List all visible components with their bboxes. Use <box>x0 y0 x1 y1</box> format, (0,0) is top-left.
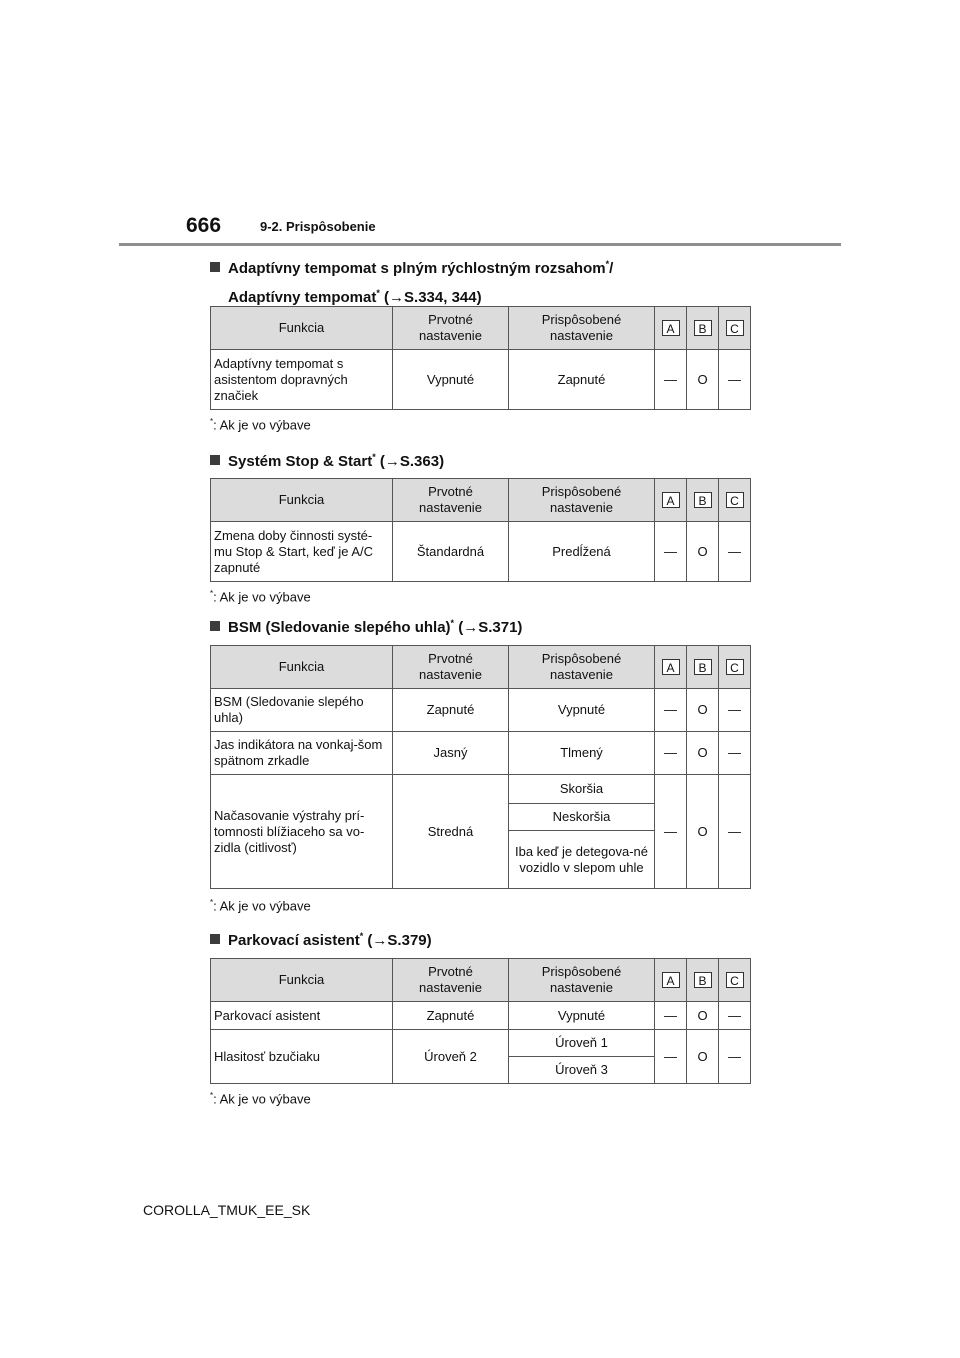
method-a-icon: A <box>662 320 680 336</box>
method-b-icon: B <box>694 659 712 675</box>
col-custom-line2: nastavenie <box>550 980 613 995</box>
col-default-line1: Prvotné <box>428 312 473 327</box>
col-custom <box>509 959 655 1002</box>
table-row <box>211 1030 751 1057</box>
col-default-line2: nastavenie <box>419 328 482 343</box>
cell-function: Zmena doby činnosti systé-mu Stop & Start, keď je A/C zapnuté <box>211 522 393 582</box>
cell-c: — <box>719 1002 751 1030</box>
col-custom-line2: nastavenie <box>550 328 613 343</box>
cell-function: Parkovací asistent <box>211 1002 393 1030</box>
method-a-icon: A <box>662 659 680 675</box>
cell-function: Načasovanie výstrahy prí-tomnosti blížiaceho sa vo-zidla (citlivosť) <box>211 775 393 889</box>
page-reference: (→S.363) <box>375 453 445 470</box>
col-custom <box>509 646 655 689</box>
cell-b: O <box>687 1030 719 1084</box>
cell-a: — <box>655 1002 687 1030</box>
cell-custom: Tlmený <box>509 732 655 775</box>
heading-slash: / <box>609 260 614 277</box>
col-a <box>655 307 687 350</box>
footnote-mark: * <box>376 288 380 298</box>
settings-table-bsm <box>210 645 751 889</box>
footnote-mark: * <box>210 589 214 598</box>
method-c-icon: C <box>726 492 744 508</box>
col-default-line1: Prvotné <box>428 651 473 666</box>
bullet-square-icon <box>210 621 220 631</box>
footnote-mark: * <box>450 618 455 628</box>
section-heading-parking <box>210 924 432 953</box>
footnote-mark: * <box>372 452 376 462</box>
cell-function: BSM (Sledovanie slepého uhla) <box>211 689 393 732</box>
col-a <box>655 479 687 522</box>
col-function: Funkcia <box>211 646 393 689</box>
heading-text: Parkovací asistent <box>228 932 360 949</box>
cell-c: — <box>719 350 751 410</box>
settings-table-acc <box>210 306 751 410</box>
cell-a: — <box>655 522 687 582</box>
footnote-mark: * <box>605 259 610 269</box>
cell-default: Úroveň 2 <box>393 1030 509 1084</box>
col-c <box>719 646 751 689</box>
table-row <box>211 732 751 775</box>
footnote-text: : Ak je vo výbave <box>213 1091 311 1107</box>
col-a <box>655 646 687 689</box>
table-row <box>211 522 751 582</box>
col-b <box>687 959 719 1002</box>
cell-function: Adaptívny tempomat s asistentom dopravných značiek <box>211 350 393 410</box>
cell-b: O <box>687 732 719 775</box>
cell-custom-option: Neskoršia <box>509 804 655 831</box>
col-default <box>393 307 509 350</box>
col-default <box>393 479 509 522</box>
bullet-square-icon <box>210 934 220 944</box>
cell-b: O <box>687 1002 719 1030</box>
page-reference: (→S.371) <box>454 619 523 636</box>
settings-table-parking <box>210 958 751 1084</box>
col-default-line1: Prvotné <box>428 484 473 499</box>
cell-a: — <box>655 732 687 775</box>
bullet-square-icon <box>210 455 220 465</box>
col-default-line2: nastavenie <box>419 980 482 995</box>
col-function: Funkcia <box>211 959 393 1002</box>
table-row <box>211 1002 751 1030</box>
col-default-line2: nastavenie <box>419 667 482 682</box>
footnote-mark: * <box>210 898 214 907</box>
col-function: Funkcia <box>211 479 393 522</box>
cell-b: O <box>687 350 719 410</box>
footnote-text: : Ak je vo výbave <box>213 589 311 605</box>
bullet-square-icon <box>210 262 220 272</box>
section-path: 9-2. Prispôsobenie <box>260 219 376 234</box>
cell-default: Stredná <box>393 775 509 889</box>
method-b-icon: B <box>694 320 712 336</box>
method-c-icon: C <box>726 320 744 336</box>
col-custom-line1: Prispôsobené <box>541 651 622 666</box>
method-b-icon: B <box>694 492 712 508</box>
section-heading-stop-start <box>210 445 444 474</box>
cell-custom: Predĺžená <box>509 522 655 582</box>
col-custom-line1: Prispôsobené <box>541 312 622 327</box>
heading-text: Systém Stop & Start <box>228 453 373 470</box>
footnote-mark: * <box>210 417 214 426</box>
footnote-mark: * <box>359 931 364 941</box>
col-b <box>687 307 719 350</box>
cell-a: — <box>655 775 687 889</box>
cell-custom: Zapnuté <box>509 350 655 410</box>
col-default <box>393 646 509 689</box>
cell-custom-option: Úroveň 1 <box>509 1030 655 1057</box>
footnote <box>210 589 311 604</box>
section-heading-acc <box>210 252 613 310</box>
cell-function: Jas indikátora na vonkaj-šom spätnom zrkadle <box>211 732 393 775</box>
col-custom-line2: nastavenie <box>550 667 613 682</box>
settings-table-stop-start <box>210 478 751 582</box>
col-c <box>719 307 751 350</box>
col-a <box>655 959 687 1002</box>
footnote <box>210 417 311 432</box>
col-function: Funkcia <box>211 307 393 350</box>
col-default-line1: Prvotné <box>428 964 473 979</box>
cell-custom-option: Úroveň 3 <box>509 1057 655 1084</box>
footnote <box>210 1091 311 1106</box>
footnote <box>210 898 311 913</box>
method-b-icon: B <box>694 972 712 988</box>
col-custom-line1: Prispôsobené <box>541 964 622 979</box>
cell-b: O <box>687 689 719 732</box>
heading-text: Adaptívny tempomat s plným rýchlostným rozsahom <box>228 260 606 277</box>
table-row <box>211 350 751 410</box>
cell-default: Zapnuté <box>393 689 509 732</box>
header-rule <box>119 243 841 246</box>
col-b <box>687 479 719 522</box>
footnote-mark: * <box>210 1091 214 1100</box>
cell-function: Hlasitosť bzučiaku <box>211 1030 393 1084</box>
cell-b: O <box>687 522 719 582</box>
method-c-icon: C <box>726 659 744 675</box>
page-reference: (→S.379) <box>363 932 432 949</box>
page-reference: (→S.334, 344) <box>379 289 482 306</box>
cell-custom: Vypnuté <box>509 1002 655 1030</box>
cell-custom: Vypnuté <box>509 689 655 732</box>
footnote-text: : Ak je vo výbave <box>213 898 311 914</box>
col-custom-line1: Prispôsobené <box>541 484 622 499</box>
method-c-icon: C <box>726 972 744 988</box>
col-default <box>393 959 509 1002</box>
cell-default: Zapnuté <box>393 1002 509 1030</box>
cell-c: — <box>719 732 751 775</box>
cell-custom-option: Iba keď je detegova-né vozidlo v slepom uhle <box>509 831 655 889</box>
heading-text: BSM (Sledovanie slepého uhla) <box>228 619 451 636</box>
col-custom-line2: nastavenie <box>550 500 613 515</box>
footnote-text: : Ak je vo výbave <box>213 417 311 433</box>
col-default-line2: nastavenie <box>419 500 482 515</box>
cell-c: — <box>719 775 751 889</box>
col-custom <box>509 307 655 350</box>
cell-c: — <box>719 522 751 582</box>
page-number: 666 <box>186 214 222 237</box>
heading-text-line2: Adaptívny tempomat <box>228 289 377 306</box>
document-code: COROLLA_TMUK_EE_SK <box>143 1202 311 1218</box>
col-b <box>687 646 719 689</box>
cell-a: — <box>655 689 687 732</box>
method-a-icon: A <box>662 972 680 988</box>
cell-a: — <box>655 350 687 410</box>
table-row <box>211 689 751 732</box>
cell-a: — <box>655 1030 687 1084</box>
col-custom <box>509 479 655 522</box>
cell-c: — <box>719 689 751 732</box>
table-row <box>211 775 751 804</box>
cell-b: O <box>687 775 719 889</box>
cell-default: Jasný <box>393 732 509 775</box>
cell-default: Vypnuté <box>393 350 509 410</box>
col-c <box>719 959 751 1002</box>
section-heading-bsm <box>210 611 522 640</box>
cell-custom-option: Skoršia <box>509 775 655 804</box>
col-c <box>719 479 751 522</box>
cell-default: Štandardná <box>393 522 509 582</box>
method-a-icon: A <box>662 492 680 508</box>
cell-c: — <box>719 1030 751 1084</box>
